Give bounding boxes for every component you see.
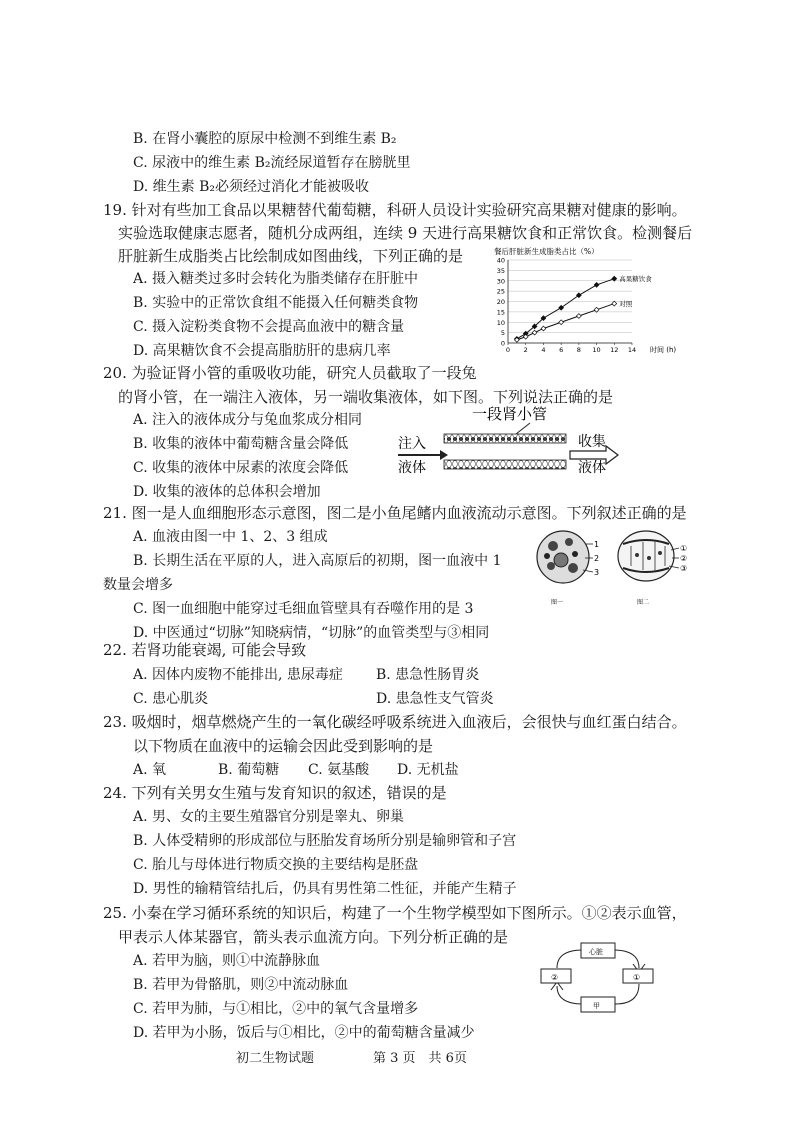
chart-xtick-label: 8	[576, 346, 581, 354]
chart-xtick-label: 0	[505, 346, 511, 354]
fig2-caption: 图二	[637, 599, 650, 606]
label-c1: ①	[680, 544, 688, 553]
blood-cells-figure	[533, 522, 693, 608]
chart-xtick-label: 14	[627, 346, 637, 354]
q18-option-c: C. 尿液中的维生素 B₂流经尿道暂存在膀胱里	[133, 155, 411, 171]
q19-stem-line2: 实验选取健康志愿者，随机分成两组，连续 9 天进行高果糖饮食和正常饮食。检测餐后	[118, 224, 693, 242]
series-2-point	[541, 326, 546, 331]
chart-ytick-label: 10	[496, 318, 505, 327]
q25-stem-line2: 甲表示人体某器官，箭头表示血流方向。下列分析正确的是	[118, 928, 509, 946]
series-2-point	[532, 330, 537, 335]
collect-label: 收集	[578, 434, 606, 450]
q20-stem-line2: 的肾小管，在一端注入液体，另一端收集液体，如下图。下列说法正确的是	[118, 388, 614, 406]
q24-option-a: A. 男、女的主要生殖器官分别是睾丸、卵巢	[133, 809, 405, 825]
q22-option-d: D. 患急性支气管炎	[376, 691, 494, 707]
chart-xtick-label: 4	[541, 346, 546, 354]
q21-option-d: D. 中医通过“切脉”知晓病情，“切脉”的血管类型与③相同	[133, 625, 490, 641]
q24-option-d: D. 男性的输精管结扎后，仍具有男性第二性征，并能产生精子	[133, 881, 517, 897]
chart-ytick-label: 35	[496, 266, 505, 275]
series-2-point	[559, 320, 564, 325]
figure-one	[537, 531, 599, 606]
series-2-point	[576, 314, 581, 319]
fat-ratio-line-chart	[490, 244, 690, 356]
collect-label-2: 液体	[578, 460, 606, 476]
footer-page: 第 3 页 共 6页	[373, 1051, 467, 1066]
series-line-2	[517, 304, 614, 340]
q22-option-b: B. 患急性肠胃炎	[376, 667, 480, 683]
q20-option-a: A. 注入的液体成分与兔血浆成分相同	[133, 412, 363, 428]
series-1-label: 高果糖饮食	[619, 275, 652, 284]
circulation-model-figure	[535, 942, 663, 1020]
q25-option-c: C. 若甲为肺，与①相比，②中的氧气含量增多	[133, 1001, 419, 1017]
q25-option-b: B. 若甲为骨骼肌，则②中流动脉血	[133, 977, 349, 993]
q22-stem: 22. 若肾功能衰竭, 可能会导致	[103, 641, 307, 659]
q23-option-b: B. 葡萄糖	[218, 762, 280, 778]
heart-label: 心脏	[589, 948, 603, 956]
chart-ytick-label: 40	[496, 256, 505, 265]
chart-ytick-label: 15	[496, 308, 505, 317]
q18-option-d: D. 维生素 B₂必须经过消化才能被吸收	[133, 179, 369, 195]
q21-stem: 21. 图一是人血细胞形态示意图，图二是小鱼尾鳍内血液流动示意图。下列叙述正确的是	[103, 504, 687, 522]
chart-ytick-label: 30	[496, 277, 505, 286]
q19-option-a: A. 摄入糖类过多时会转化为脂类储存在肝脏中	[133, 271, 419, 287]
q19-option-c: C. 摄入淀粉类食物不会提高血液中的糖含量	[133, 319, 405, 335]
tubule-upper-wall	[444, 434, 566, 443]
tubule-title: 一段肾小管	[472, 405, 548, 423]
q23-option-d: D. 无机盐	[397, 762, 459, 778]
renal-tubule-figure	[392, 404, 624, 484]
q20-option-c: C. 收集的液体中尿素的浓度会降低	[133, 460, 349, 476]
tubule-lower-wall	[444, 460, 566, 469]
q20-stem-line1: 20. 为验证肾小管的重吸收功能，研究人员截取了一段兔	[103, 364, 477, 382]
fig1-caption: 图一	[551, 599, 564, 606]
inject-label-2: 液体	[398, 460, 426, 476]
chart-xtick-label: 6	[559, 346, 564, 354]
series-1-point	[612, 276, 617, 281]
q22-option-a: A. 因体内废物不能排出, 患尿毒症	[133, 667, 343, 683]
q23-option-a: A. 氧	[133, 762, 167, 778]
q19-option-b: B. 实验中的正常饮食组不能摄入任何糖类食物	[133, 295, 419, 311]
chart-xtick-label: 10	[592, 346, 601, 354]
label-1: 1	[594, 540, 600, 549]
chart-ytick-label: 20	[496, 298, 505, 306]
q23-stem-line1: 23. 吸烟时，烟草燃烧产生的一氧化碳经呼吸系统进入血液后，会很快与血红蛋白结合。	[103, 713, 687, 731]
series-2-label: 对照	[619, 300, 633, 309]
chart-ytick-label: 5	[500, 329, 505, 338]
q24-option-c: C. 胎儿与母体进行物质交换的主要结构是胚盘	[133, 857, 419, 873]
series-1-point	[594, 283, 599, 288]
chart-xtick-label: 12	[610, 346, 619, 354]
inject-label: 注入	[398, 436, 426, 452]
vessel-2-label: ②	[551, 973, 559, 982]
chart-title: 餐后肝脏新生成脂类占比（%）	[494, 247, 599, 256]
series-2-point	[612, 301, 617, 306]
q20-option-b: B. 收集的液体中葡萄糖含量会降低	[133, 436, 349, 452]
footer-subject: 初二生物试题	[236, 1051, 315, 1066]
q18-option-b: B. 在肾小囊腔的原尿中检测不到维生素 B₂	[133, 131, 397, 147]
organ-label: 甲	[593, 1002, 600, 1010]
q19-option-d: D. 高果糖饮食不会提高脂肪肝的患病几率	[133, 343, 391, 359]
q23-stem-line2: 以下物质在血液中的运输会因此受到影响的是	[133, 737, 434, 755]
q20-option-d: D. 收集的液体的总体积会增加	[133, 484, 321, 500]
chart-xlabel: 时间 (h)	[650, 346, 677, 354]
chart-ytick-label: 0	[500, 339, 505, 348]
q25-option-d: D. 若甲为小肠，饭后与①相比，②中的葡萄糖含量减少	[133, 1025, 475, 1041]
q25-stem-line1: 25. 小秦在学习循环系统的知识后，构建了一个生物学模型如下图所示。①②表示血管，	[103, 904, 687, 922]
q23-option-c: C. 氨基酸	[308, 762, 370, 778]
series-2-point	[594, 307, 599, 312]
label-c3: ③	[680, 564, 688, 573]
q25-option-a: A. 若甲为脑，则①中流静脉血	[133, 953, 321, 969]
vessel-1-label: ①	[633, 973, 641, 982]
chart-xtick-label: 2	[523, 346, 528, 354]
q21-option-a: A. 血液由图一中 1、2、3 组成	[133, 529, 328, 545]
label-c2: ②	[680, 554, 688, 563]
label-2: 2	[594, 554, 600, 563]
figure-two	[618, 531, 687, 606]
q24-stem: 24. 下列有关男女生殖与发育知识的叙述，错误的是	[103, 784, 447, 802]
q19-stem-line1: 19. 针对有些加工食品以果糖替代葡萄糖，科研人员设计实验研究高果糖对健康的影响。	[103, 201, 687, 219]
q19-stem-line3: 肝脏新生成脂类占比绘制成如图曲线，下列正确的是	[118, 247, 464, 265]
q21-option-b-line2: 数量会增多	[103, 577, 173, 593]
q22-option-c: C. 患心肌炎	[133, 691, 209, 707]
chart-ytick-label: 25	[496, 287, 505, 296]
q21-option-c: C. 图一血细胞中能穿过毛细血管壁具有吞噬作用的是 3	[133, 601, 474, 617]
q24-option-b: B. 人体受精卵的形成部位与胚胎发育场所分别是输卵管和子宫	[133, 833, 517, 849]
label-3: 3	[594, 568, 600, 577]
q21-option-b-line1: B. 长期生活在平原的人，进入高原后的初期，图一血液中 1	[133, 553, 502, 569]
